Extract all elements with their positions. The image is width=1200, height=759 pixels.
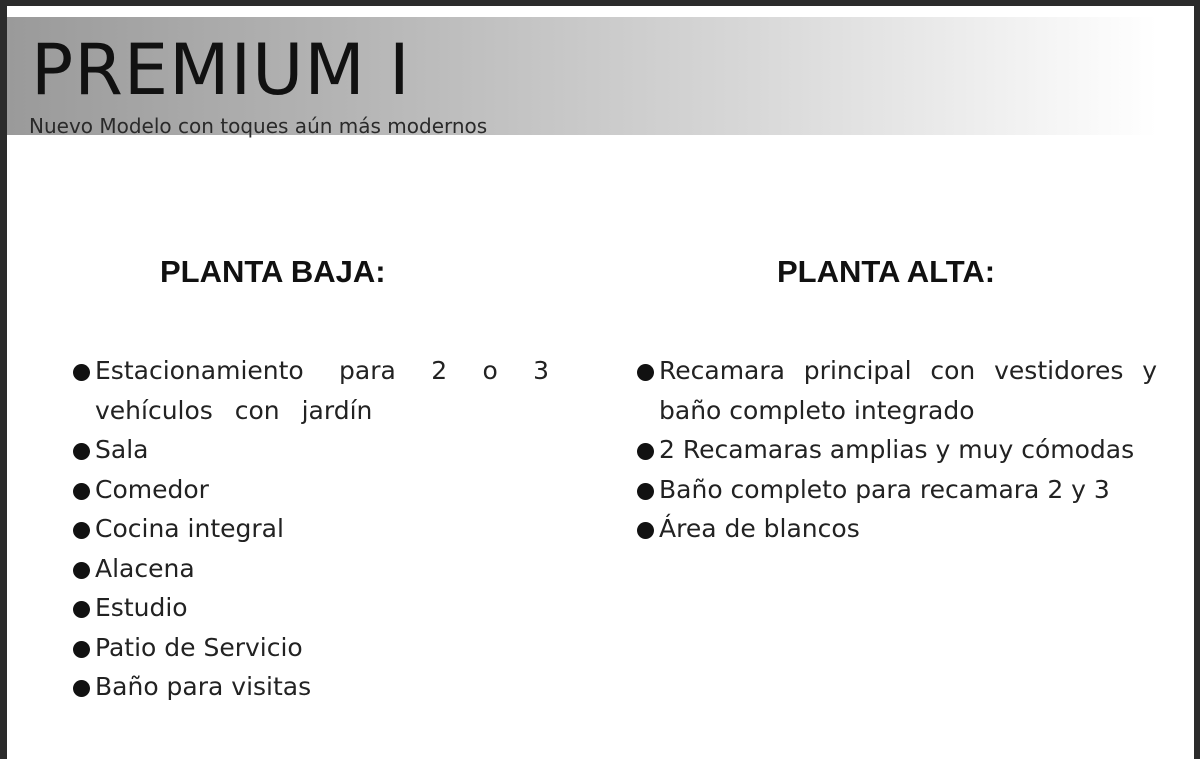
bullet-icon bbox=[637, 522, 654, 539]
bullet-icon bbox=[73, 522, 90, 539]
planta-alta-list bbox=[637, 351, 1157, 549]
bullet-icon bbox=[73, 483, 90, 500]
list-item bbox=[73, 430, 549, 470]
bullet-icon bbox=[73, 364, 90, 381]
bullet-icon bbox=[637, 364, 654, 381]
title-band bbox=[7, 17, 1157, 138]
list-item-text: Baño para visitas bbox=[95, 672, 312, 701]
bullet-icon bbox=[73, 601, 90, 618]
bullet-icon bbox=[73, 562, 90, 579]
planta-baja-heading: PLANTA BAJA: bbox=[160, 254, 386, 289]
list-item bbox=[637, 351, 1157, 430]
list-item bbox=[73, 509, 549, 549]
list-item bbox=[637, 509, 1157, 549]
planta-alta-heading: PLANTA ALTA: bbox=[777, 254, 996, 289]
list-item-text: Sala bbox=[95, 435, 149, 464]
list-item-text: Baño completo para recamara 2 y 3 bbox=[659, 474, 1110, 504]
bullet-icon bbox=[637, 443, 654, 460]
list-item-text: Estudio bbox=[95, 593, 188, 622]
planta-alta-section bbox=[637, 254, 1157, 543]
list-item-text: Alacena bbox=[95, 553, 195, 583]
list-item-text: Cocina integral bbox=[95, 514, 284, 543]
bullet-icon bbox=[73, 680, 90, 697]
list-item bbox=[73, 588, 549, 628]
bullet-icon bbox=[73, 443, 90, 460]
list-item bbox=[73, 470, 549, 510]
list-item bbox=[73, 667, 549, 707]
list-item-text: Área de blancos bbox=[659, 514, 860, 543]
list-item-text: Patio de Servicio bbox=[95, 632, 303, 662]
page-title: PREMIUM I bbox=[31, 29, 411, 111]
list-item-text: 2 Recamaras amplias y muy cómodas bbox=[659, 435, 1135, 464]
list-item-text: Comedor bbox=[95, 474, 209, 504]
bullet-icon bbox=[637, 483, 654, 500]
list-item bbox=[73, 628, 549, 668]
slide bbox=[7, 6, 1194, 759]
planta-baja-list bbox=[73, 351, 549, 707]
bullet-icon bbox=[73, 641, 90, 658]
planta-baja-section bbox=[73, 254, 549, 701]
list-item bbox=[637, 470, 1157, 510]
list-item bbox=[73, 549, 549, 589]
list-item bbox=[73, 351, 549, 430]
list-item bbox=[637, 430, 1157, 470]
list-item-text: Estacionamiento para 2 o 3 vehículos con jardín bbox=[95, 356, 549, 425]
list-item-text: Recamara principal con vestidores y baño completo integrado bbox=[659, 356, 1157, 425]
page-subtitle: Nuevo Modelo con toques aún más modernos bbox=[29, 114, 488, 138]
